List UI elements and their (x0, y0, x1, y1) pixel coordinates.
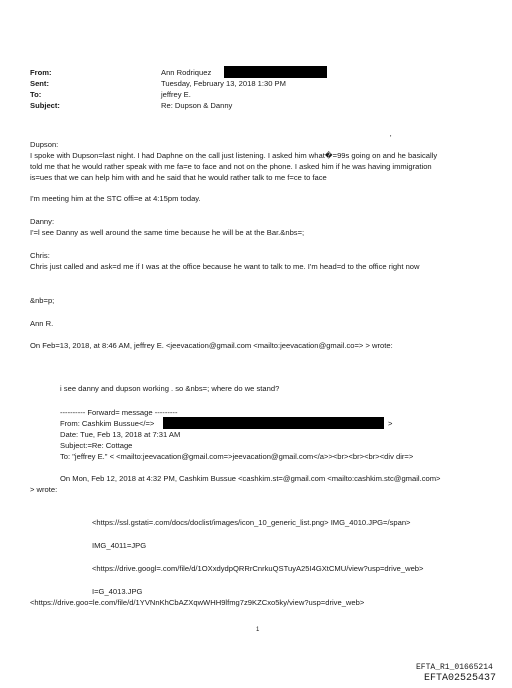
forward-on-line-1: On Mon, Feb 12, 2018 at 4:32 PM, Cashkim Bussue <cashkim.st=@gmail.com <mailto:cashkim.stc@gmail.com> (60, 474, 441, 483)
danny-line: I'=l see Danny as well around the same time because he will be at the Bar.&nbs=; (30, 228, 305, 237)
redaction-bar (224, 66, 327, 78)
chris-line: Chris just called and ask=d me if I was at the office because he want to talk to me. I'm head=d to the office right now (30, 262, 420, 271)
forward-title: ---------- Forward= message --------- (60, 408, 178, 417)
attachment-line-5: <https://drive.goo=le.com/file/d/1YVNnKhCbAZXqwWHH9lfmg7z9KZCxo5ky/view?usp=drive_web> (30, 598, 365, 607)
from-label: From: (30, 68, 52, 77)
dupson-line-3: is=ues that we can help him with and he said that he would rather talk to me f=ce to face (30, 173, 327, 182)
subject-value: Re: Dupson & Danny (161, 101, 233, 110)
forward-subject: Subject:=Re: Cottage (60, 441, 133, 450)
chris-heading: Chris: (30, 251, 50, 260)
nbsp-line: &nb=p; (30, 296, 55, 305)
forward-from-tail: > (388, 419, 393, 428)
attachment-line-4: I=G_4013.JPG (92, 587, 143, 596)
attachment-line-3: <https://drive.googl=.com/file/d/1OXxdydpQRRrCnrkuQSTuyA25I4GXtCMU/view?usp=drive_web> (92, 564, 424, 573)
forward-date: Date: Tue, Feb 13, 2018 at 7:31 AM (60, 430, 181, 439)
footer-id-2: EFTA02525437 (424, 673, 497, 684)
danny-heading: Danny: (30, 217, 55, 226)
meeting-line: I'm meeting him at the STC offi=e at 4:15pm today. (30, 194, 201, 203)
signature: Ann R. (30, 319, 54, 328)
quote-header: On Feb=13, 2018, at 8:46 AM, jeffrey E. <jeevacation@gmail.com <mailto:jeevacation@gmail.co=> > wrote: (30, 341, 393, 350)
sent-value: Tuesday, February 13, 2018 1:30 PM (161, 79, 286, 88)
from-value: Ann Rodriquez (161, 68, 212, 77)
redaction-bar (163, 417, 384, 429)
footer-id-1: EFTA_R1_01665214 (416, 663, 493, 672)
dupson-heading: Dupson: (30, 140, 59, 149)
dupson-line-1: I spoke with Dupson=last night. I had Daphne on the call just listening. I asked him what�=99s going on and he basically (30, 151, 438, 160)
quoted-message: i see danny and dupson working . so &nbs=; where do we stand? (60, 384, 280, 393)
sent-label: Sent: (30, 79, 49, 88)
attachment-line-1: <https://ssl.gstati=.com/docs/doclist/images/icon_10_generic_list.png> IMG_4010.JPG=/span> (92, 518, 411, 527)
subject-label: Subject: (30, 101, 60, 110)
to-label: To: (30, 90, 42, 99)
forward-on-line-2: > wrote: (30, 485, 58, 494)
attachment-line-2: IMG_4011=JPG (92, 541, 147, 550)
forward-from: From: Cashkim Bussue</=> (60, 419, 155, 428)
forward-to: To: "jeffrey E." < <mailto:jeevacation@gmail.com=>jeevacation@gmail.com</a>><br><br><br><div dir=> (60, 452, 414, 461)
page-number: 1 (256, 627, 260, 633)
to-value: jeffrey E. (161, 90, 191, 99)
stray-mark: ' (390, 133, 392, 142)
dupson-line-2: told me that he would rather speak with me fa=e to face and not on the phone. I asked him if he was having immigration (30, 162, 432, 171)
